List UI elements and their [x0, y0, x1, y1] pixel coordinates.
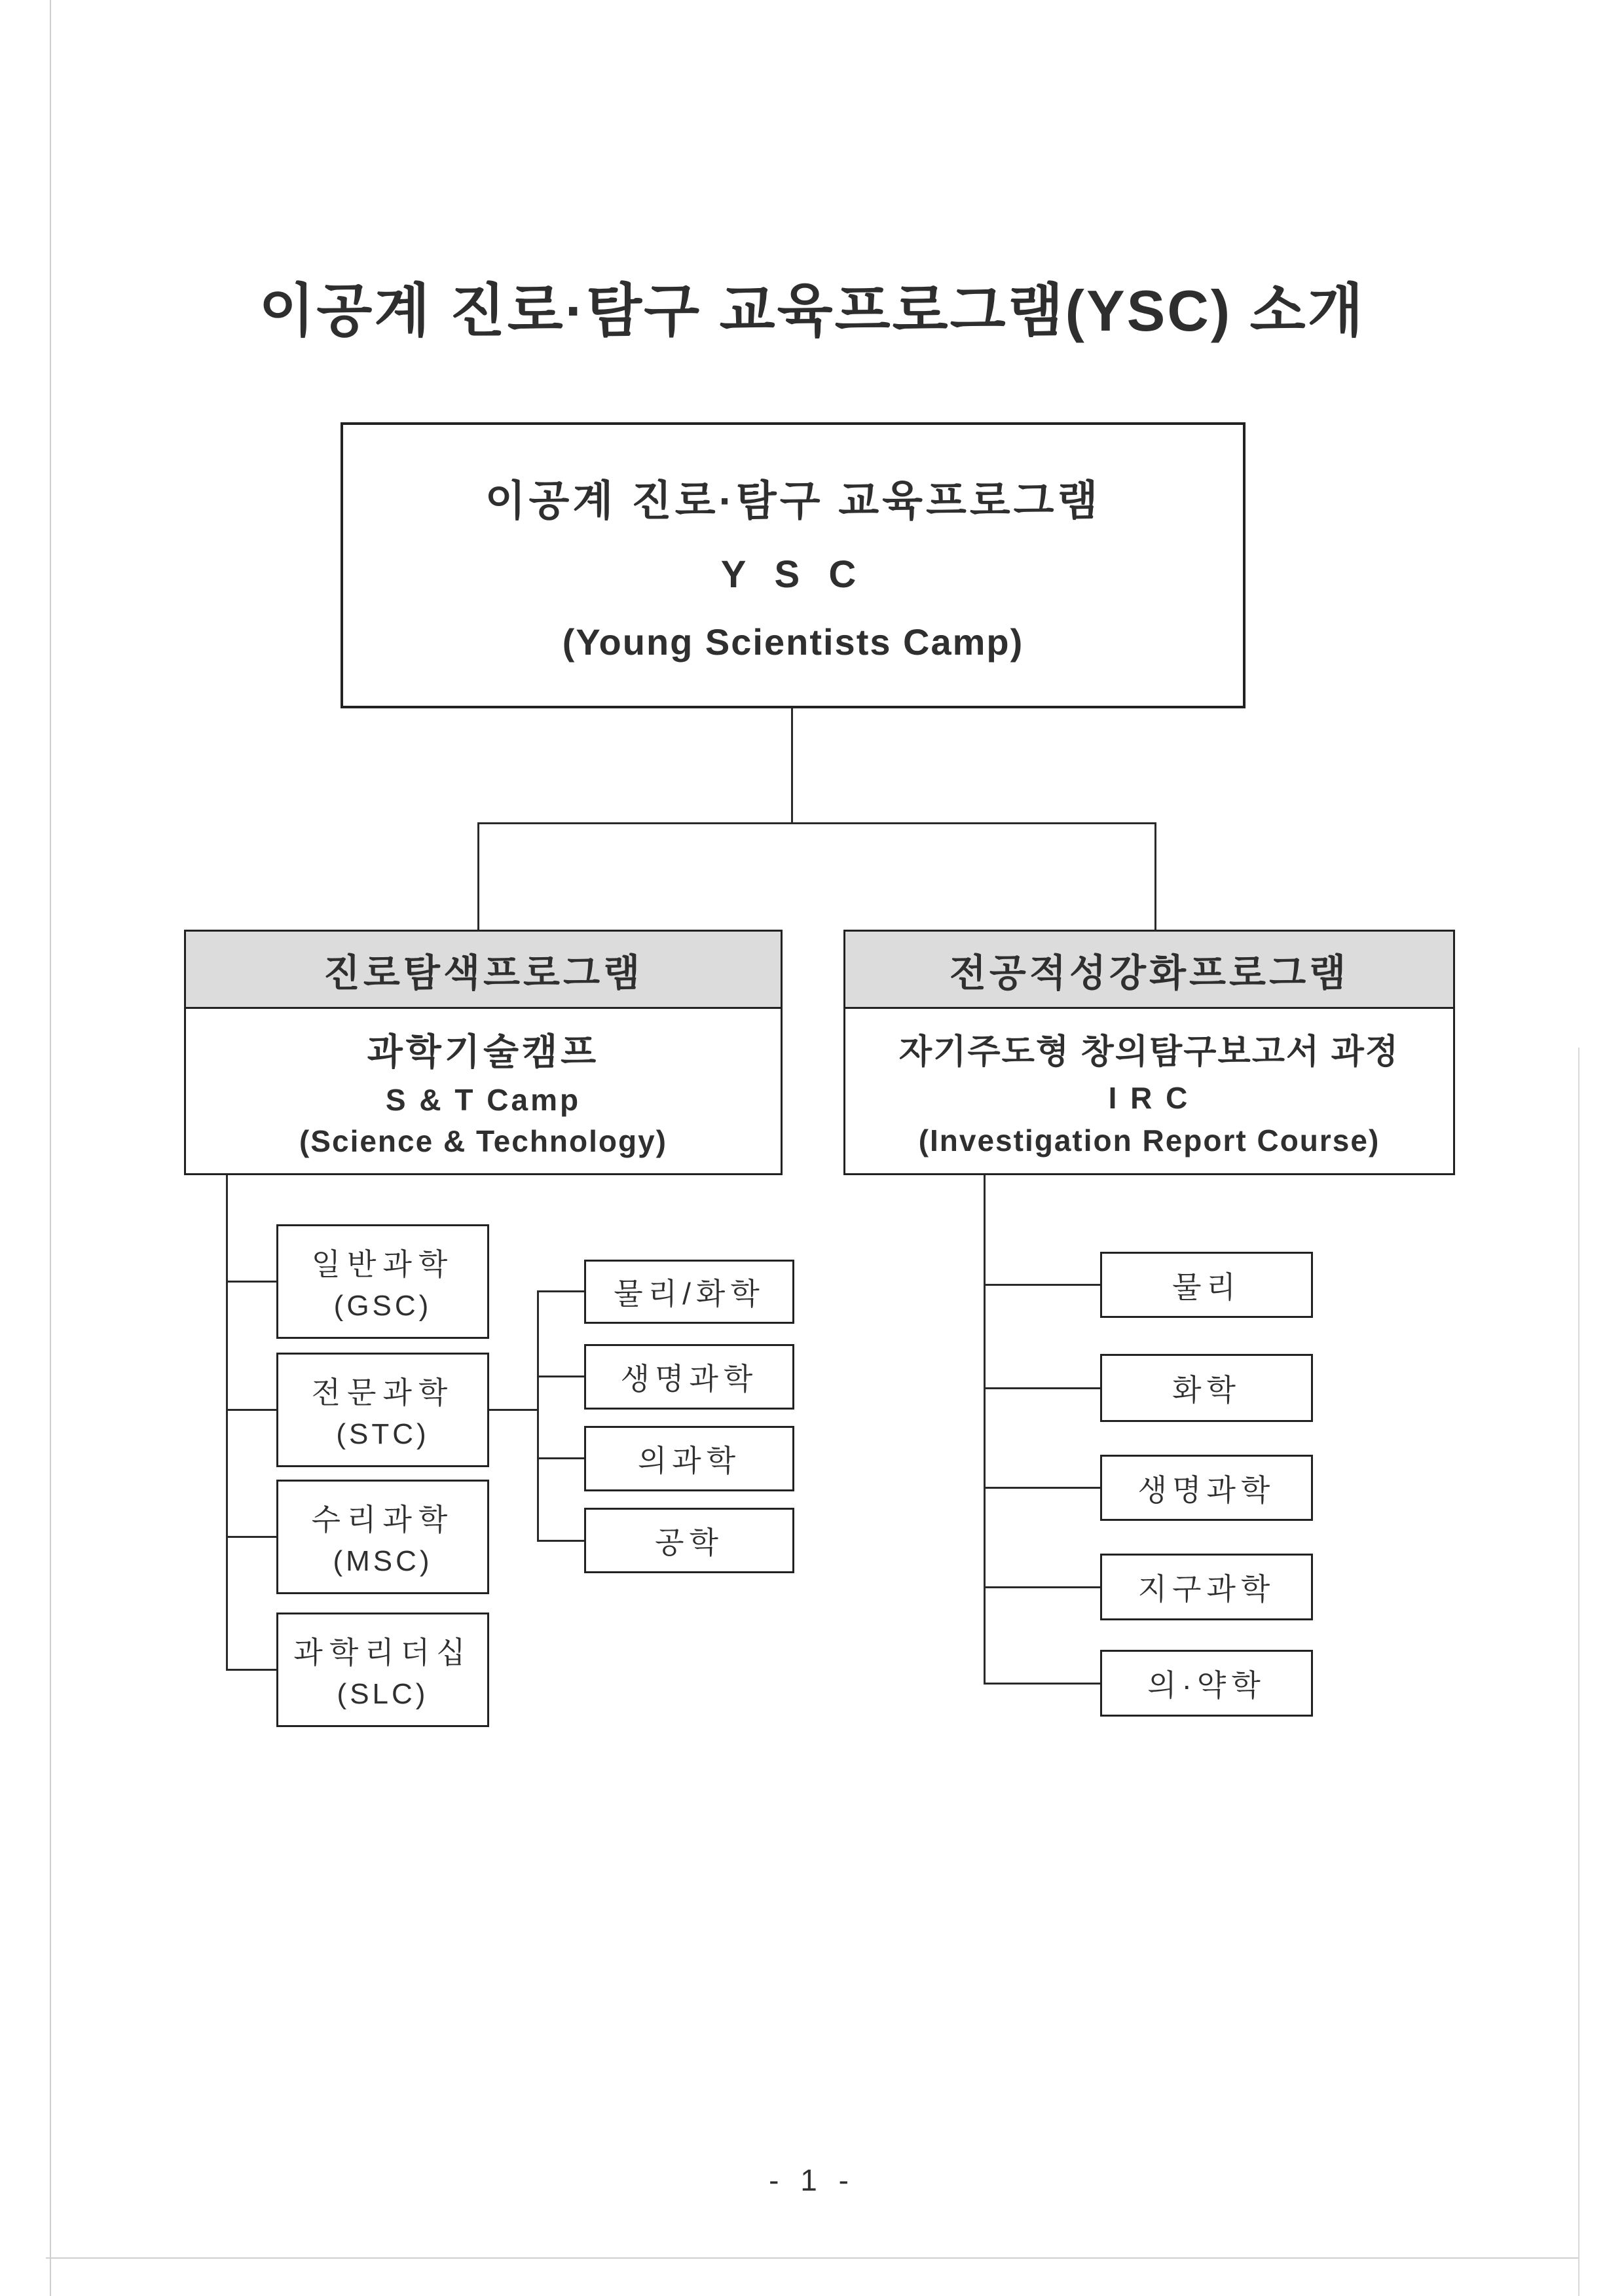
subject-box-physics-chemistry: 물리/화학 — [584, 1260, 794, 1324]
slc-label: 과학리더십 — [293, 1635, 472, 1670]
right-branch-body — [845, 1009, 1453, 1173]
connector-left-branch-drop — [477, 822, 479, 931]
subject-box-life-science-mid: 생명과학 — [584, 1344, 794, 1410]
connector-to-engineering — [537, 1540, 584, 1542]
root-program-acronym: Y S C — [720, 553, 866, 596]
connector-to-life-science-mid — [537, 1376, 584, 1377]
connector-to-physics-chemistry — [537, 1290, 584, 1292]
connector-mid-trunk — [537, 1290, 539, 1542]
connector-stc-to-subjects — [489, 1409, 537, 1411]
connector-to-physics — [984, 1284, 1100, 1286]
gsc-label: 일반과학 — [311, 1247, 454, 1282]
page-title: 이공계 진로·탐구 교육프로그램(YSC) 소개 — [259, 278, 1365, 343]
connector-to-chemistry — [984, 1387, 1100, 1389]
scan-edge-right — [1578, 1048, 1579, 2296]
subject-box-chemistry: 화학 — [1100, 1354, 1313, 1422]
right-branch-box — [843, 930, 1455, 1175]
subject-box-physics: 물리 — [1100, 1252, 1313, 1318]
subject-box-engineering: 공학 — [584, 1508, 794, 1573]
connector-right-branch-drop — [1154, 822, 1156, 931]
slc-acronym: (SLC) — [337, 1677, 429, 1710]
connector-branch-split — [477, 822, 1156, 824]
connector-to-slc — [226, 1669, 276, 1671]
root-program-name-english: (Young Scientists Camp) — [562, 621, 1024, 663]
root-program-box — [341, 422, 1246, 708]
connector-to-medical-science — [537, 1457, 584, 1459]
connector-right-trunk — [984, 1175, 986, 1685]
left-branch-name-english: (Science & Technology) — [299, 1124, 668, 1159]
connector-to-gsc — [226, 1281, 276, 1283]
child-box-gsc — [276, 1224, 489, 1339]
stc-label: 전문과학 — [311, 1376, 454, 1410]
root-program-name-korean: 이공계 진로·탐구 교육프로그램 — [485, 477, 1101, 525]
connector-to-med-pharm — [984, 1683, 1100, 1685]
connector-to-earth-science — [984, 1586, 1100, 1588]
msc-label: 수리과학 — [311, 1503, 454, 1537]
connector-root-stem — [791, 708, 793, 824]
connector-to-stc — [226, 1409, 276, 1411]
right-branch-name-english: (Investigation Report Course) — [918, 1123, 1380, 1157]
child-box-slc — [276, 1613, 489, 1727]
connector-left-trunk — [226, 1175, 228, 1671]
right-branch-header: 전공적성강화프로그램 — [845, 932, 1453, 1009]
left-branch-body — [186, 1009, 781, 1173]
subject-box-med-pharm: 의·약학 — [1100, 1650, 1313, 1717]
child-box-msc — [276, 1480, 489, 1594]
right-branch-name-short: I R C — [1108, 1081, 1190, 1115]
subject-box-earth-science: 지구과학 — [1100, 1554, 1313, 1620]
subject-box-life-science: 생명과학 — [1100, 1455, 1313, 1521]
connector-to-msc — [226, 1536, 276, 1538]
msc-acronym: (MSC) — [333, 1544, 433, 1577]
left-branch-name-short: S & T Camp — [385, 1082, 581, 1117]
left-branch-box — [184, 930, 783, 1175]
subject-box-medical-science: 의과학 — [584, 1426, 794, 1491]
page-number: - 1 - — [769, 2163, 855, 2197]
gsc-acronym: (GSC) — [333, 1289, 432, 1322]
stc-acronym: (STC) — [336, 1417, 430, 1450]
scan-edge-bottom — [46, 2257, 1578, 2259]
left-branch-name-korean: 과학기술캠프 — [367, 1030, 600, 1072]
right-branch-name-korean: 자기주도형 창의탐구보고서 과정 — [898, 1033, 1400, 1071]
child-box-stc — [276, 1353, 489, 1467]
left-branch-header: 진로탐색프로그램 — [186, 932, 781, 1009]
connector-to-life-science — [984, 1487, 1100, 1489]
